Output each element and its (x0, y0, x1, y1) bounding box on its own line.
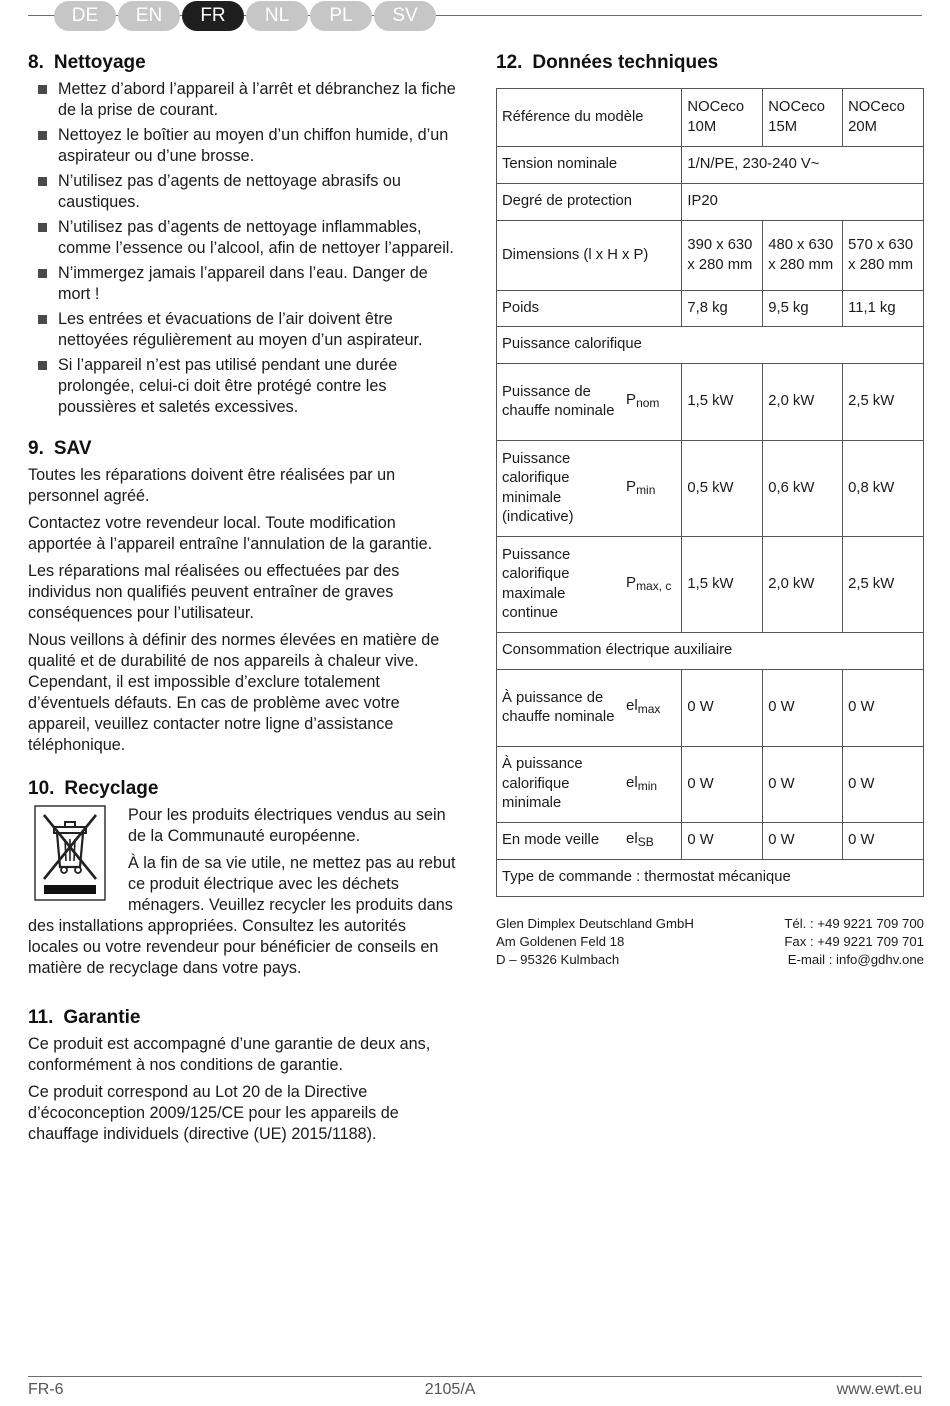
table-group-header: Consommation électrique auxiliaire (497, 633, 924, 670)
row-label: À puissance de chauffe nominale (497, 670, 622, 747)
list-item-text: Les entrées et évacuations de l’air doivent être nettoyées régulièrement au moyen d’un aspirateur. (58, 310, 423, 349)
symbol-cell (621, 537, 682, 633)
symbol-subscript: max (637, 702, 661, 717)
list-item (28, 355, 456, 418)
table-row (497, 221, 924, 291)
symbol-subscript: SB (637, 835, 654, 850)
row-label: Poids (497, 291, 682, 327)
symbol-subscript: max, c (636, 578, 672, 593)
table-cell: 0 W (682, 670, 763, 747)
section-title-text: Nettoyage (53, 52, 146, 73)
list-item-text: N’utilisez pas d’agents de nettoyage inflammables, comme l’essence ou l’alcool, afin de nettoyer l’appareil. (58, 218, 454, 257)
symbol: el (626, 830, 638, 848)
section-donnees-techniques (496, 52, 924, 969)
contact-block (496, 915, 924, 969)
email-address: E-mail : info@gdhv.one (787, 952, 924, 967)
symbol-subscript: min (636, 482, 656, 497)
paragraph: Ce produit correspond au Lot 20 de la Directive d’écoconception 2009/125/CE pour les appareils de chauffage individuels (directive (UE) 2015/1188). (28, 1083, 399, 1143)
section-title-text: Garantie (63, 1007, 141, 1028)
table-cell: 2,5 kW (843, 364, 924, 441)
section-title (496, 52, 924, 74)
row-label: À puissance calorifique minimale (497, 747, 622, 823)
table-cell: 0,5 kW (682, 441, 763, 537)
table-cell: 0 W (763, 747, 843, 823)
table-footer-cell: Type de commande : thermostat mécanique (497, 860, 924, 897)
tab-lang-de[interactable]: DE (54, 1, 116, 31)
page-number: FR-6 (28, 1381, 64, 1398)
company-name: Glen Dimplex Deutschland GmbH (496, 916, 694, 931)
table-row (497, 441, 924, 537)
recycling-block (28, 805, 456, 985)
paragraph: Ce produit est accompagné d’une garantie de deux ans, conformément à nos conditions de garantie. (28, 1035, 431, 1074)
section-title (28, 778, 456, 800)
table-row (497, 537, 924, 633)
symbol-cell (621, 364, 682, 441)
symbol: el (626, 697, 638, 715)
company-address (496, 915, 694, 969)
paragraph: Nous veillons à définir des normes élevées en matière de qualité et de durabilité de nos appareils à chaleur vive. Cependant, il est impossible d’exclure totalement d’éventuels défauts. En cas de problème avec votre appareil, veuillez contacter notre ligne d’assistance téléphonique. (28, 631, 440, 754)
list-item (28, 217, 456, 259)
table-cell: 0 W (682, 823, 763, 860)
section-number: 9. (28, 438, 44, 459)
section-sav (28, 438, 456, 756)
table-cell: 480 x 630 x 280 mm (763, 221, 843, 291)
language-bar (0, 0, 950, 34)
paragraph: À la fin de sa vie utile, ne mettez pas au rebut ce produit électrique avec les déchets ménagers. Veuillez recycler les produits dans des installations appropriées. Consultez les autorités locales ou votre revendeur pour bénéficier de conseils en matière de recyclage dans votre pays. (28, 854, 456, 977)
symbol-subscript: nom (636, 396, 660, 411)
list-item-text: N’immergez jamais l’appareil dans l’eau. Danger de mort ! (58, 264, 428, 303)
table-cell: IP20 (682, 184, 924, 221)
row-label: Référence du modèle (497, 89, 682, 147)
table-row (497, 89, 924, 147)
tab-lang-pl[interactable]: PL (310, 1, 372, 31)
table-cell: 390 x 630 x 280 mm (682, 221, 763, 291)
row-label: Puissance calorifique minimale (indicative) (497, 441, 622, 537)
section-title-text: Données techniques (532, 52, 719, 73)
tab-lang-en[interactable]: EN (118, 1, 180, 31)
table-cell: 2,0 kW (763, 364, 843, 441)
left-column (28, 52, 456, 1151)
phone-number: Tél. : +49 9221 709 700 (784, 916, 924, 931)
section-number: 10. (28, 778, 55, 799)
square-bullet-icon (38, 361, 47, 370)
row-label: En mode veille (497, 823, 622, 860)
table-row (497, 364, 924, 441)
table-row (497, 291, 924, 327)
paragraph: Les réparations mal réalisées ou effectuées par des individus non qualifiés peuvent entraîner de graves conséquences pour l’utilisateur. (28, 562, 400, 622)
section-title (28, 1007, 456, 1029)
list-item (28, 309, 456, 351)
table-cell: 0 W (763, 823, 843, 860)
symbol-cell (621, 441, 682, 537)
table-cell: 0,8 kW (843, 441, 924, 537)
table-group-header: Puissance calorifique (497, 327, 924, 364)
table-cell: 0 W (843, 823, 924, 860)
tab-lang-nl[interactable]: NL (246, 1, 308, 31)
square-bullet-icon (38, 223, 47, 232)
row-label: Dimensions (l x H x P) (497, 221, 682, 291)
square-bullet-icon (38, 269, 47, 278)
table-cell: 11,1 kg (843, 291, 924, 327)
row-label: Puissance calorifique maximale continue (497, 537, 622, 633)
table-cell: 0,6 kW (763, 441, 843, 537)
cleaning-list (28, 79, 456, 418)
paragraph: Toutes les réparations doivent être réalisées par un personnel agréé. (28, 466, 396, 505)
language-tabs (54, 1, 436, 31)
right-column (496, 52, 924, 969)
page-footer (28, 1381, 922, 1399)
table-cell: 0 W (682, 747, 763, 823)
table-cell: 0 W (763, 670, 843, 747)
section-title-text: SAV (53, 438, 92, 459)
list-item (28, 79, 456, 121)
square-bullet-icon (38, 177, 47, 186)
tab-lang-fr[interactable]: FR (182, 1, 244, 31)
table-cell: NOCeco 15M (763, 89, 843, 147)
row-label: Tension nominale (497, 147, 682, 184)
table-row (497, 670, 924, 747)
square-bullet-icon (38, 85, 47, 94)
table-cell: 0 W (843, 747, 924, 823)
table-cell: 2,0 kW (763, 537, 843, 633)
paragraph: Pour les produits électriques vendus au sein de la Communauté européenne. (128, 806, 446, 845)
street-address: Am Goldenen Feld 18 (496, 934, 625, 949)
table-cell: 1,5 kW (682, 364, 763, 441)
section-nettoyage (28, 52, 456, 418)
list-item (28, 125, 456, 167)
symbol-cell (621, 823, 682, 860)
table-row (497, 184, 924, 221)
table-cell: NOCeco 10M (682, 89, 763, 147)
weee-crossed-bin-icon (34, 805, 106, 901)
table-cell: NOCeco 20M (843, 89, 924, 147)
list-item-text: Nettoyez le boîtier au moyen d’un chiffon humide, d’un aspirateur ou d’une brosse. (58, 126, 449, 165)
square-bullet-icon (38, 315, 47, 324)
section-title (28, 52, 456, 74)
table-cell: 9,5 kg (763, 291, 843, 327)
table-cell: 1/N/PE, 230-240 V~ (682, 147, 924, 184)
table-cell: 2,5 kW (843, 537, 924, 633)
section-title (28, 438, 456, 460)
table-row (497, 860, 924, 897)
section-number: 8. (28, 52, 44, 73)
document-version: 2105/A (424, 1381, 476, 1398)
row-label: Degré de protection (497, 184, 682, 221)
website-url: www.ewt.eu (836, 1381, 922, 1398)
company-contacts (784, 915, 924, 969)
symbol: P (626, 573, 637, 591)
list-item-text: Mettez d’abord l’appareil à l’arrêt et débranchez la fiche de la prise de courant. (58, 80, 456, 119)
list-item (28, 263, 456, 305)
section-number: 12. (496, 52, 523, 73)
city-address: D – 95326 Kulmbach (496, 952, 620, 967)
section-recyclage (28, 778, 456, 985)
table-row (497, 747, 924, 823)
symbol: P (626, 477, 637, 495)
table-cell: 1,5 kW (682, 537, 763, 633)
paragraph: Contactez votre revendeur local. Toute modification apportée à l’appareil entraîne l’annulation de la garantie. (28, 514, 433, 553)
list-item-text: Si l’appareil n’est pas utilisé pendant une durée prolongée, celui-ci doit être protégé contre les poussières et saletés excessives. (58, 356, 398, 416)
tech-data-table (496, 88, 924, 897)
symbol-subscript: min (637, 778, 658, 793)
symbol-cell (621, 670, 682, 747)
symbol: P (626, 391, 637, 409)
symbol-cell (621, 747, 682, 823)
section-number: 11. (28, 1007, 54, 1028)
section-title-text: Recyclage (64, 778, 159, 799)
table-cell: 0 W (843, 670, 924, 747)
table-row (497, 327, 924, 364)
section-garantie (28, 1007, 456, 1145)
table-row (497, 147, 924, 184)
tab-lang-sv[interactable]: SV (374, 1, 436, 31)
table-row (497, 823, 924, 860)
footer-rule (28, 1376, 922, 1377)
table-cell: 570 x 630 x 280 mm (843, 221, 924, 291)
table-cell: 7,8 kg (682, 291, 763, 327)
fax-number: Fax : +49 9221 709 701 (784, 934, 924, 949)
symbol: el (626, 773, 638, 791)
list-item-text: N’utilisez pas d’agents de nettoyage abrasifs ou caustiques. (58, 172, 401, 211)
row-label: Puissance de chauffe nominale (497, 364, 622, 441)
list-item (28, 171, 456, 213)
table-row (497, 633, 924, 670)
square-bullet-icon (38, 131, 47, 140)
